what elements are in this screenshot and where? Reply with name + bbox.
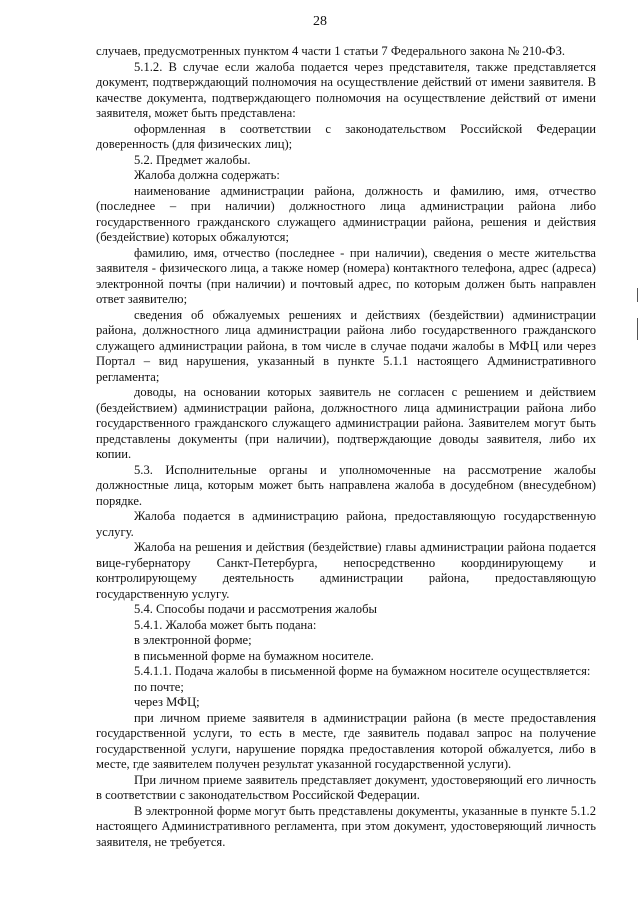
list-item-appealed-decisions: сведения об обжалуемых решениях и действиях (бездействии) администрации района, должностного лица администрации района либо государственного гражданского служащего администрации района, в том числе в случае подачи жалобы в МФЦ или через Портал – вид нарушения, указанный в пункте 5.1.1 настоящего Административного регламента; [96,307,596,384]
heading-5-4: 5.4. Способы подачи и рассмотрения жалобы [134,602,377,616]
paragraph-5-4-1-1: 5.4.1.1. Подача жалобы в письменной форме на бумажном носителе осуществляется: [134,664,591,678]
scan-margin-mark [637,288,638,302]
paragraph-5-4-1: 5.4.1. Жалоба может быть подана: [134,617,317,632]
paragraph-continuation: случаев, предусмотренных пунктом 4 части 1 статьи 7 Федерального закона № 210-ФЗ. [96,44,566,58]
list-item-electronic: в электронной форме; [134,633,252,647]
paragraph-electronic-documents: В электронной форме могут быть представлены документы, указанные в пункте 5.1.2 настоящего Административного регламента, при этом документ, удостоверяющий личность заявителя, не требуется. [96,803,596,849]
paragraph-submitted-to-administration: Жалоба подается в администрацию района, предоставляющую государственную услугу. [96,509,596,539]
heading-5-2: 5.2. Предмет жалобы. [134,152,251,167]
document-body [96,44,596,850]
list-item-administration-name: наименование администрации района, должность и фамилию, имя, отчество (последнее – при наличии) должностного лица администрации района либо государственного гражданского служащего администрации района, решения и действия (бездействие) которых обжалуются; [96,183,596,244]
list-item-applicant-details: фамилию, имя, отчество (последнее - при наличии), сведения о месте жительства заявителя - физического лица, а также номер (номера) контактного телефона, адрес (адреса) электронной почты (при наличии) и почтовый адрес, по которым должен быть направлен ответ заявителю; [96,245,596,306]
list-item-personal-reception: при личном приеме заявителя в администрации района (в месте предоставления государственной услуги, то есть в месте, где заявитель подавал запрос на получение государственной услуги, нарушение порядка предоставления которой обжалуется, либо в месте, где заявителем получен результат указанной государственной услуги). [96,710,596,771]
list-item-by-mail: по почте; [134,679,184,694]
list-item-via-mfc: через МФЦ; [134,695,200,709]
paragraph-5-1-2: 5.1.2. В случае если жалоба подается через представителя, также представляется документ, подтверждающий полномочия на осуществление действий от имени заявителя. В качестве документа, подтверждающего полномочия на осуществление действий от имени заявителя, может быть представлена: [96,59,596,120]
paragraph-complaint-on-head: Жалоба на решения и действия (бездействие) главы администрации района подается вице-губернатору Санкт-Петербурга, непосредственно координирующему и контролирующему деятельность администрации района, предоставляющую государственную услугу. [96,540,596,601]
heading-5-3: 5.3. Исполнительные органы и уполномоченные на рассмотрение жалобы должностные лица, которым может быть направлена жалоба в досудебном (внесудебном) порядке. [96,462,596,508]
list-item-arguments: доводы, на основании которых заявитель не согласен с решением и действием (бездействием) администрации района, должностного лица администрации района либо государственного гражданского служащего администрации района. Заявителем могут быть представлены документы (при наличии), подтверждающие доводы заявителя, либо их копии. [96,385,596,461]
paragraph-identity-document: При личном приеме заявитель представляет документ, удостоверяющий его личность в соответствии с законодательством Российской Федерации. [96,772,596,802]
list-item-paper: в письменной форме на бумажном носителе. [134,648,374,663]
scan-margin-mark [637,318,638,340]
paragraph-power-of-attorney: оформленная в соответствии с законодательством Российской Федерации доверенность (для физических лиц); [96,121,596,151]
paragraph-complaint-must-contain: Жалоба должна содержать: [134,168,280,182]
page-number: 28 [313,14,327,29]
